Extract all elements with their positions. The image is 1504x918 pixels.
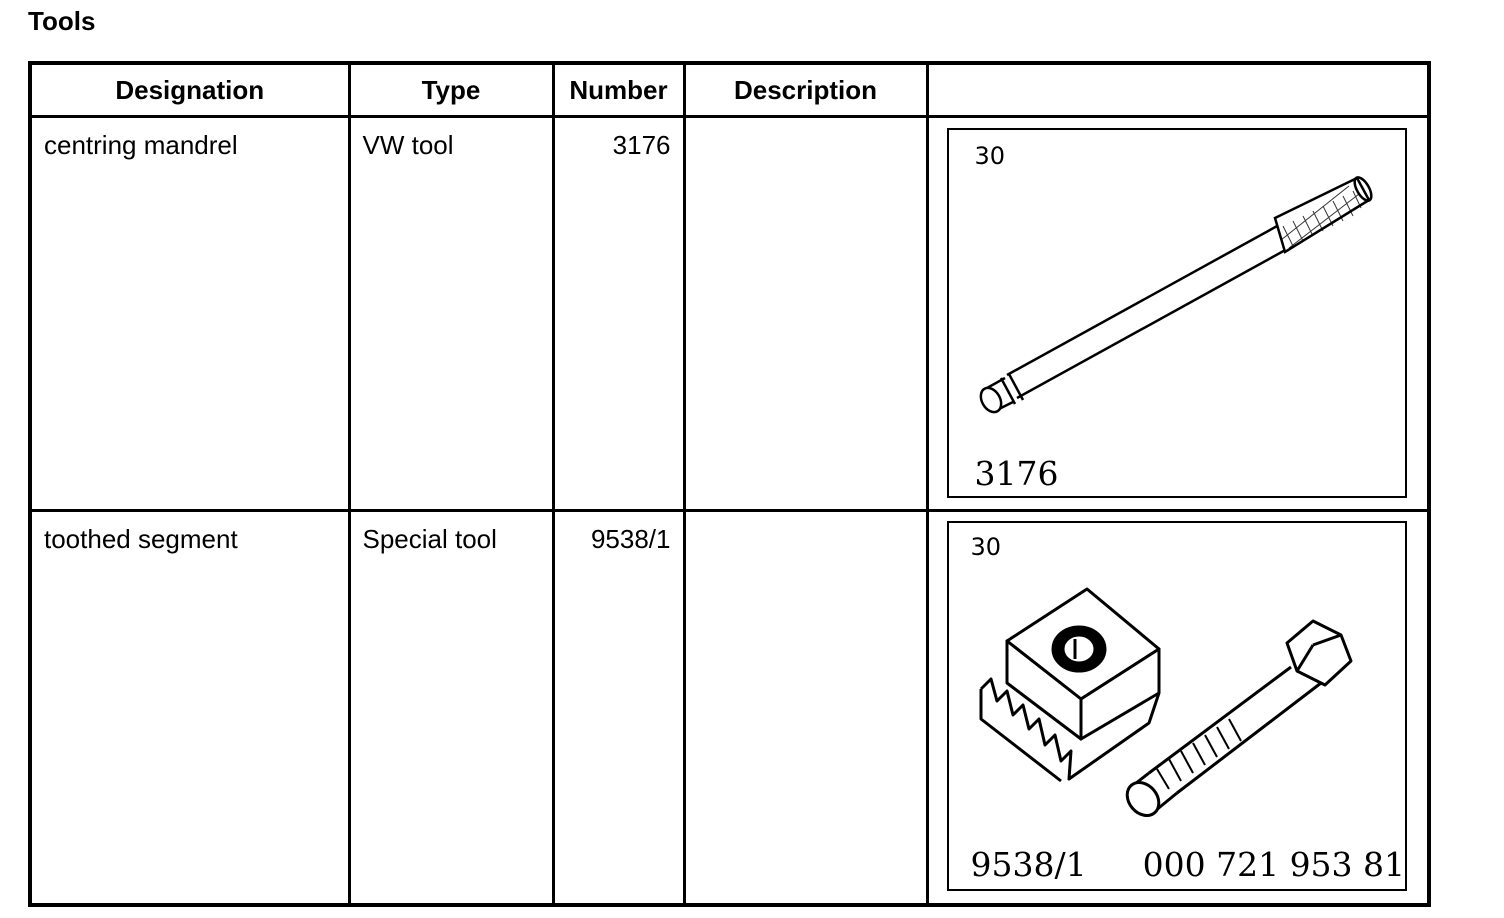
cell-type xyxy=(349,511,553,905)
image-caption: 3176 xyxy=(974,454,1059,493)
designation-text: toothed segment xyxy=(44,524,238,554)
table-row xyxy=(30,117,1429,511)
header-designation: Designation xyxy=(30,63,349,117)
cell-number xyxy=(553,117,684,511)
tool-image-frame xyxy=(947,521,1407,891)
number-text: 3176 xyxy=(612,130,671,160)
table-row xyxy=(30,511,1429,905)
image-corner-label: 30 xyxy=(974,142,1006,170)
page-title: Tools xyxy=(28,6,96,36)
cell-image xyxy=(927,117,1429,511)
tools-table xyxy=(28,61,1431,907)
image-corner-label: 30 xyxy=(970,533,1002,561)
cell-description xyxy=(684,511,927,905)
description-text xyxy=(686,512,926,524)
type-text: VW tool xyxy=(362,130,454,160)
header-type: Type xyxy=(349,63,553,117)
tool-image-frame xyxy=(947,128,1407,498)
header-description: Description xyxy=(684,63,927,117)
number-text: 9538/1 xyxy=(590,524,671,554)
image-caption-part-number: 000 721 953 81 xyxy=(1142,845,1406,884)
image-caption xyxy=(971,845,1406,884)
type-text: Special tool xyxy=(362,524,497,554)
table-header-row xyxy=(30,63,1429,117)
centring-mandrel-icon xyxy=(949,130,1405,496)
image-caption-number: 9538/1 xyxy=(970,845,1087,884)
header-number: Number xyxy=(553,63,684,117)
cell-image xyxy=(927,511,1429,905)
header-image xyxy=(927,63,1429,117)
cell-designation xyxy=(30,117,349,511)
cell-type xyxy=(349,117,553,511)
cell-designation xyxy=(30,511,349,905)
description-text xyxy=(686,118,926,130)
cell-description xyxy=(684,117,927,511)
cell-number xyxy=(553,511,684,905)
toothed-segment-icon xyxy=(949,523,1405,889)
designation-text: centring mandrel xyxy=(44,130,238,160)
